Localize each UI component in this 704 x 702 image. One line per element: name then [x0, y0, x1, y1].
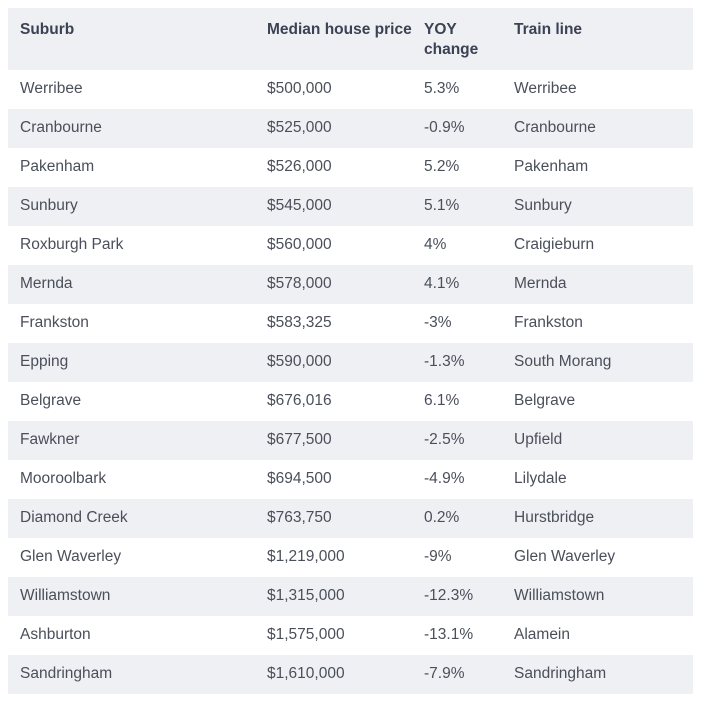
column-header-suburb: Suburb [8, 8, 267, 70]
price-cell: $500,000 [267, 80, 332, 98]
suburb-cell: Williamstown [8, 577, 267, 616]
train-line-cell: Pakenham [514, 158, 589, 176]
table-row [8, 187, 693, 226]
yoy-cell: 5.1% [424, 187, 514, 226]
suburb-cell: Frankston [20, 314, 89, 332]
yoy-cell: -9% [424, 548, 452, 566]
train-line-cell: Glen Waverley [514, 548, 616, 566]
suburb-cell: Epping [8, 343, 267, 382]
suburb-cell: Pakenham [20, 158, 95, 176]
table-row [8, 538, 693, 577]
yoy-cell: -2.5% [424, 421, 514, 460]
suburb-cell: Glen Waverley [20, 548, 122, 566]
table-row [8, 421, 693, 460]
suburb-cell: Roxburgh Park [20, 236, 124, 254]
table-row [8, 577, 693, 616]
suburb-cell: Mernda [8, 265, 267, 304]
table-row [8, 655, 693, 694]
yoy-cell: -0.9% [424, 109, 514, 148]
train-line-cell: Mernda [514, 265, 693, 304]
train-line-cell: Sandringham [514, 655, 693, 694]
price-cell: $677,500 [267, 421, 424, 460]
yoy-cell: 4% [424, 236, 447, 254]
column-header-yoy-change: YOY change [424, 8, 514, 70]
price-cell: $1,219,000 [267, 548, 345, 566]
yoy-cell: 5.3% [424, 80, 460, 98]
header-row [8, 8, 693, 70]
train-line-cell: Upfield [514, 421, 693, 460]
suburb-cell: Sandringham [8, 655, 267, 694]
column-header-train-line: Train line [514, 8, 693, 70]
table-row [8, 616, 693, 655]
column-header-median-house-price: Median house price [267, 8, 424, 70]
train-line-cell: Belgrave [514, 392, 576, 410]
price-cell: $1,575,000 [267, 626, 345, 644]
price-cell: $1,610,000 [267, 655, 424, 694]
yoy-cell: -13.1% [424, 626, 474, 644]
yoy-cell: -3% [424, 314, 452, 332]
price-cell: $545,000 [267, 187, 424, 226]
train-line-cell: Cranbourne [514, 109, 693, 148]
price-cell: $560,000 [267, 236, 332, 254]
suburb-cell: Mooroolbark [20, 470, 107, 488]
table-row [8, 265, 693, 304]
train-line-cell: Craigieburn [514, 236, 595, 254]
table-row [8, 109, 693, 148]
suburb-cell: Sunbury [8, 187, 267, 226]
yoy-cell: 6.1% [424, 392, 460, 410]
suburb-cell: Werribee [20, 80, 83, 98]
yoy-cell: 0.2% [424, 499, 514, 538]
yoy-cell: -4.9% [424, 470, 465, 488]
suburb-cell: Fawkner [8, 421, 267, 460]
price-cell: $694,500 [267, 470, 332, 488]
table-row [8, 148, 693, 187]
price-cell: $525,000 [267, 109, 424, 148]
train-line-cell: Williamstown [514, 577, 693, 616]
table-row [8, 382, 693, 421]
price-cell: $763,750 [267, 499, 424, 538]
table-body [8, 70, 693, 694]
table-row [8, 343, 693, 382]
train-line-cell: Frankston [514, 314, 583, 332]
yoy-cell: 5.2% [424, 158, 460, 176]
price-cell: $526,000 [267, 158, 332, 176]
yoy-cell: 4.1% [424, 265, 514, 304]
table-row [8, 226, 693, 265]
price-cell: $590,000 [267, 343, 424, 382]
suburb-price-table-container [8, 8, 693, 694]
suburb-price-table [8, 8, 693, 694]
table-row [8, 304, 693, 343]
table-header [8, 8, 693, 70]
yoy-cell: -1.3% [424, 343, 514, 382]
price-cell: $676,016 [267, 392, 332, 410]
train-line-cell: Lilydale [514, 470, 567, 488]
price-cell: $578,000 [267, 265, 424, 304]
table-row [8, 499, 693, 538]
price-cell: $583,325 [267, 314, 332, 332]
suburb-cell: Belgrave [20, 392, 82, 410]
train-line-cell: Hurstbridge [514, 499, 693, 538]
yoy-cell: -12.3% [424, 577, 514, 616]
table-row [8, 70, 693, 109]
table-row [8, 460, 693, 499]
price-cell: $1,315,000 [267, 577, 424, 616]
train-line-cell: Sunbury [514, 187, 693, 226]
train-line-cell: Alamein [514, 626, 570, 644]
suburb-cell: Cranbourne [8, 109, 267, 148]
train-line-cell: South Morang [514, 343, 693, 382]
yoy-cell: -7.9% [424, 655, 514, 694]
suburb-cell: Ashburton [20, 626, 91, 644]
suburb-cell: Diamond Creek [8, 499, 267, 538]
train-line-cell: Werribee [514, 80, 577, 98]
